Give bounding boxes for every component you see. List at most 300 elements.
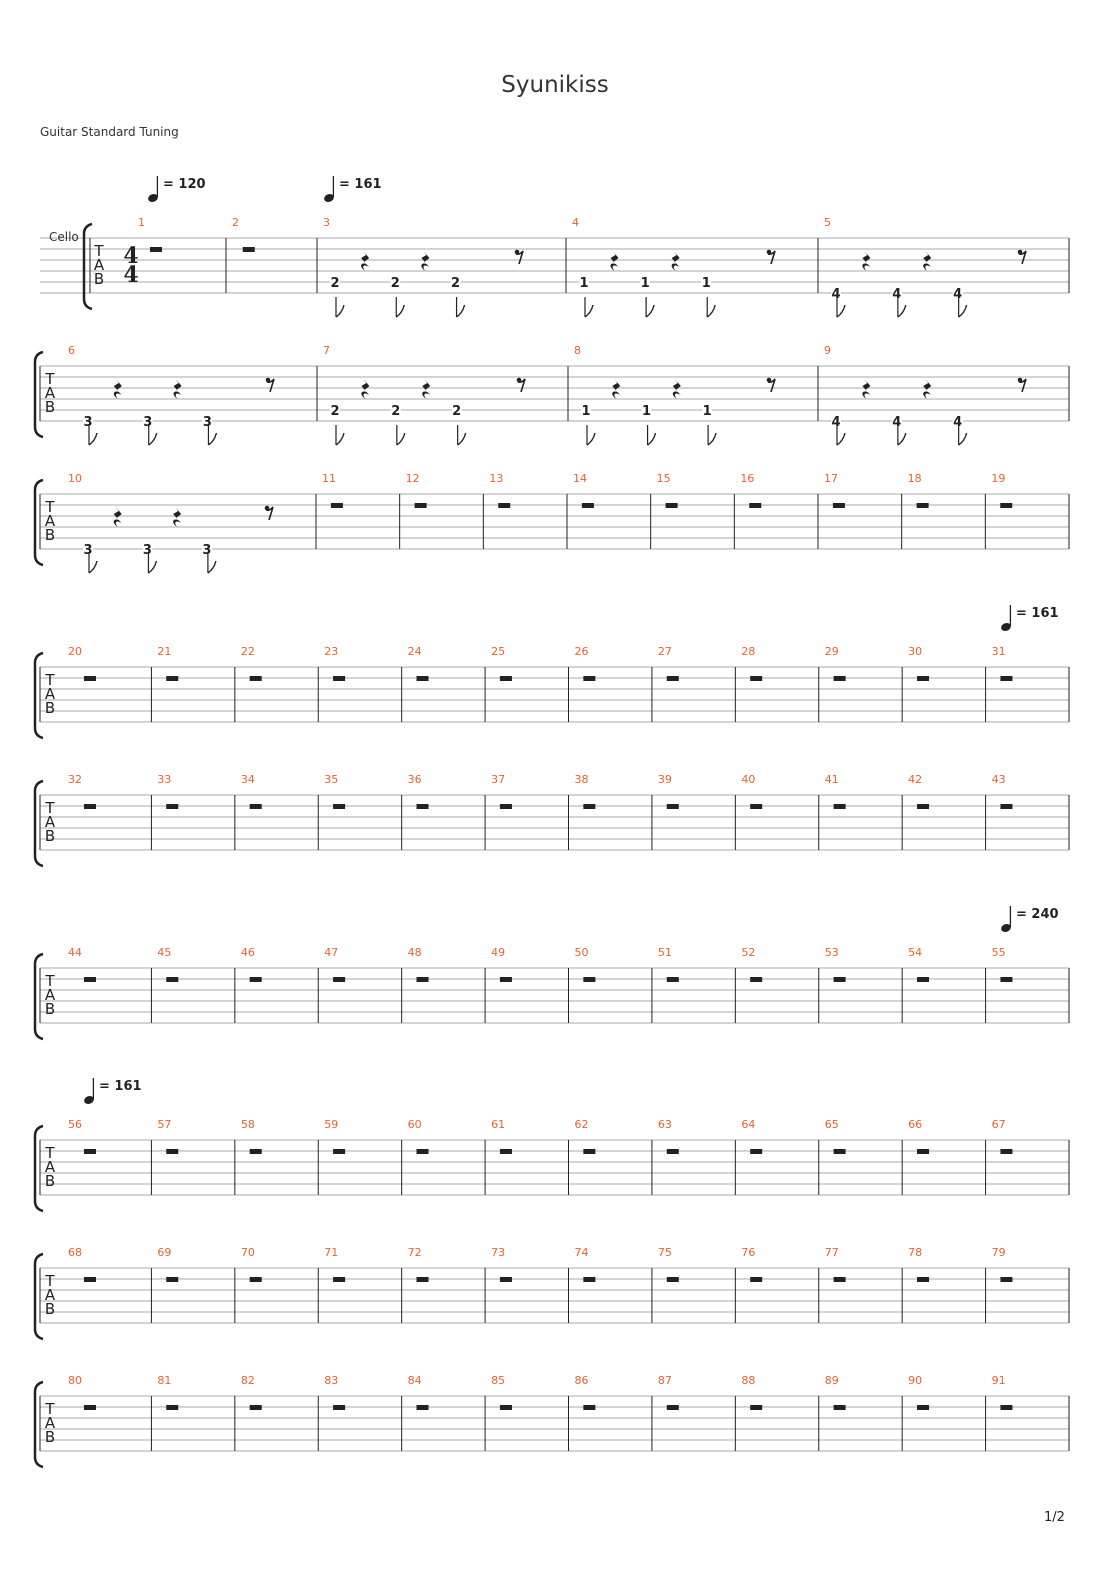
system-bracket bbox=[35, 1126, 43, 1211]
quarter-rest bbox=[673, 379, 681, 399]
half-rest bbox=[834, 676, 846, 681]
bar-number: 14 bbox=[573, 472, 587, 485]
bar-number: 37 bbox=[491, 773, 506, 786]
half-rest bbox=[750, 977, 762, 982]
measure bbox=[825, 645, 902, 722]
tab-clef-letter: T bbox=[45, 671, 55, 689]
tab-clef-letter: T bbox=[45, 1272, 55, 1290]
measure bbox=[323, 344, 568, 445]
measure bbox=[658, 773, 735, 850]
bar-number: 32 bbox=[68, 773, 82, 786]
tab-system bbox=[35, 773, 1069, 866]
bar-number: 16 bbox=[740, 472, 755, 485]
quarter-rest bbox=[672, 251, 680, 271]
measure bbox=[241, 1246, 318, 1323]
time-signature-bottom: 4 bbox=[123, 262, 139, 288]
half-rest bbox=[917, 804, 929, 809]
measure bbox=[908, 1374, 985, 1451]
tab-clef-letter: A bbox=[44, 986, 56, 1004]
note-flag bbox=[708, 433, 716, 445]
bar-number: 73 bbox=[491, 1246, 506, 1259]
note-flag bbox=[149, 433, 157, 445]
measure bbox=[824, 472, 902, 549]
half-rest bbox=[417, 977, 429, 982]
measure bbox=[658, 645, 735, 722]
measure bbox=[575, 1246, 652, 1323]
half-rest bbox=[917, 977, 929, 982]
measure bbox=[575, 1118, 652, 1195]
measure bbox=[992, 946, 1069, 1023]
half-rest bbox=[1000, 676, 1012, 681]
bar-number: 89 bbox=[824, 1374, 839, 1387]
half-rest bbox=[583, 1149, 595, 1154]
bar-number: 34 bbox=[240, 773, 255, 786]
bar-number: 81 bbox=[157, 1374, 172, 1387]
half-rest bbox=[917, 676, 929, 681]
measure bbox=[491, 773, 568, 850]
instrument-name: Cello bbox=[49, 230, 79, 244]
measure bbox=[741, 946, 818, 1023]
half-rest bbox=[583, 977, 595, 982]
bar-number: 51 bbox=[657, 946, 672, 959]
measure bbox=[992, 1374, 1069, 1451]
fret-number: 2 bbox=[390, 276, 400, 291]
system-bracket bbox=[35, 1382, 43, 1467]
half-rest bbox=[834, 977, 846, 982]
fret-number: 4 bbox=[831, 415, 841, 430]
bar-number: 17 bbox=[824, 472, 838, 485]
half-rest bbox=[834, 1405, 846, 1410]
bar-number: 29 bbox=[824, 645, 839, 658]
measure bbox=[68, 472, 316, 573]
fret-number: 4 bbox=[892, 287, 902, 302]
half-rest bbox=[84, 1405, 96, 1410]
tab-clef-letter: B bbox=[44, 699, 56, 717]
half-rest bbox=[166, 676, 178, 681]
bar-number: 60 bbox=[407, 1118, 422, 1131]
fret-number: 3 bbox=[202, 543, 212, 558]
tab-clef-letter: A bbox=[44, 1286, 56, 1304]
tempo-value: = 240 bbox=[1016, 907, 1059, 922]
half-rest bbox=[417, 1149, 429, 1154]
measure bbox=[573, 472, 651, 549]
half-rest bbox=[333, 676, 345, 681]
quarter-rest bbox=[862, 379, 870, 399]
bar-number: 25 bbox=[491, 645, 506, 658]
measure bbox=[825, 773, 902, 850]
half-rest bbox=[333, 1277, 345, 1282]
fret-number: 2 bbox=[452, 404, 462, 419]
note-flag bbox=[837, 305, 845, 317]
measure bbox=[658, 1246, 735, 1323]
measure bbox=[825, 1118, 902, 1195]
bar-number: 79 bbox=[991, 1246, 1006, 1259]
fret-number: 3 bbox=[202, 415, 212, 430]
quarter-rest bbox=[361, 379, 369, 399]
measure bbox=[408, 645, 485, 722]
fret-number: 1 bbox=[701, 276, 711, 291]
bar-number: 23 bbox=[324, 645, 339, 658]
tab-system bbox=[35, 1246, 1069, 1339]
bar-number: 35 bbox=[324, 773, 339, 786]
bar-number: 12 bbox=[405, 472, 420, 485]
measure bbox=[232, 216, 317, 293]
bar-number: 15 bbox=[656, 472, 671, 485]
measure bbox=[138, 216, 226, 293]
tab-clef-letter: A bbox=[44, 813, 56, 831]
measure bbox=[241, 1118, 318, 1195]
fret-number: 3 bbox=[83, 415, 93, 430]
measure bbox=[491, 946, 568, 1023]
bar-number: 90 bbox=[908, 1374, 923, 1387]
bar-number: 20 bbox=[68, 645, 82, 658]
fret-number: 2 bbox=[391, 404, 401, 419]
bar-number: 48 bbox=[407, 946, 422, 959]
half-rest bbox=[583, 1405, 595, 1410]
page-number: 1/2 bbox=[1044, 1510, 1065, 1525]
measure bbox=[68, 1374, 151, 1451]
measure bbox=[825, 1246, 902, 1323]
measure bbox=[157, 1374, 234, 1451]
half-rest bbox=[666, 503, 678, 508]
bar-number: 4 bbox=[572, 216, 579, 229]
fret-number: 4 bbox=[831, 287, 841, 302]
tab-clef-letter: A bbox=[44, 1158, 56, 1176]
measure bbox=[157, 773, 234, 850]
half-rest bbox=[500, 1277, 512, 1282]
system-bracket bbox=[35, 1254, 43, 1339]
measure bbox=[241, 1374, 318, 1451]
bar-number: 64 bbox=[741, 1118, 756, 1131]
bar-number: 68 bbox=[68, 1246, 82, 1259]
half-rest bbox=[500, 1149, 512, 1154]
bar-number: 76 bbox=[741, 1246, 756, 1259]
measure bbox=[992, 645, 1069, 722]
measure bbox=[574, 344, 818, 445]
quarter-rest bbox=[174, 379, 182, 399]
measure bbox=[491, 1118, 568, 1195]
system-bracket bbox=[84, 224, 92, 309]
tab-clef-letter: T bbox=[45, 1400, 55, 1418]
half-rest bbox=[250, 676, 262, 681]
note-flag bbox=[457, 305, 465, 317]
note-flag bbox=[585, 305, 593, 317]
measure bbox=[740, 472, 818, 549]
fret-number: 1 bbox=[579, 276, 589, 291]
half-rest bbox=[250, 804, 262, 809]
half-rest bbox=[582, 503, 594, 508]
bar-number: 75 bbox=[657, 1246, 672, 1259]
note-flag bbox=[148, 561, 156, 573]
half-rest bbox=[1000, 1405, 1012, 1410]
measure bbox=[825, 1374, 902, 1451]
tab-system bbox=[40, 216, 1069, 317]
measure bbox=[741, 773, 818, 850]
half-rest bbox=[250, 1149, 262, 1154]
measure bbox=[658, 946, 735, 1023]
fret-number: 1 bbox=[642, 404, 652, 419]
fret-number: 4 bbox=[953, 415, 963, 430]
measure bbox=[408, 1374, 485, 1451]
half-rest bbox=[750, 1149, 762, 1154]
half-rest bbox=[417, 676, 429, 681]
bar-number: 63 bbox=[657, 1118, 672, 1131]
bar-number: 19 bbox=[991, 472, 1006, 485]
half-rest bbox=[917, 503, 929, 508]
measure bbox=[323, 216, 566, 317]
measure bbox=[157, 1118, 234, 1195]
half-rest bbox=[166, 1149, 178, 1154]
half-rest bbox=[415, 503, 427, 508]
fret-number: 4 bbox=[953, 287, 963, 302]
bar-number: 56 bbox=[68, 1118, 82, 1131]
note-flag bbox=[959, 433, 967, 445]
half-rest bbox=[84, 1149, 96, 1154]
measure bbox=[658, 1118, 735, 1195]
bar-number: 84 bbox=[407, 1374, 422, 1387]
measure bbox=[575, 645, 652, 722]
half-rest bbox=[166, 1277, 178, 1282]
measure bbox=[322, 472, 400, 549]
measure bbox=[741, 645, 818, 722]
measure bbox=[825, 946, 902, 1023]
bar-number: 38 bbox=[574, 773, 589, 786]
half-rest bbox=[417, 1405, 429, 1410]
bar-number: 1 bbox=[138, 216, 145, 229]
bar-number: 57 bbox=[157, 1118, 172, 1131]
tempo-marking bbox=[147, 176, 206, 203]
quarter-rest bbox=[422, 379, 430, 399]
system-bracket bbox=[35, 480, 43, 565]
bar-number: 8 bbox=[574, 344, 581, 357]
bar-number: 65 bbox=[824, 1118, 839, 1131]
tab-clef-letter: B bbox=[44, 398, 56, 416]
note-flag bbox=[397, 433, 405, 445]
tab-clef-letter: T bbox=[45, 972, 55, 990]
tab-clef-letter: A bbox=[44, 685, 56, 703]
fret-number: 2 bbox=[451, 276, 461, 291]
bar-number: 47 bbox=[324, 946, 339, 959]
bar-number: 74 bbox=[574, 1246, 589, 1259]
note-flag bbox=[208, 561, 216, 573]
bar-number: 42 bbox=[908, 773, 923, 786]
bar-number: 10 bbox=[68, 472, 82, 485]
half-rest bbox=[917, 1405, 929, 1410]
measure bbox=[741, 1118, 818, 1195]
measure bbox=[741, 1374, 818, 1451]
bar-number: 77 bbox=[824, 1246, 839, 1259]
measure bbox=[991, 472, 1069, 549]
bar-number: 86 bbox=[574, 1374, 589, 1387]
tuning-label: Guitar Standard Tuning bbox=[40, 125, 179, 139]
measure bbox=[908, 1246, 985, 1323]
half-rest bbox=[166, 804, 178, 809]
measure bbox=[824, 216, 1069, 317]
bar-number: 71 bbox=[324, 1246, 339, 1259]
half-rest bbox=[1000, 503, 1012, 508]
half-rest bbox=[333, 977, 345, 982]
tab-clef-letter: B bbox=[44, 1172, 56, 1190]
note-flag bbox=[336, 433, 344, 445]
tempo-marking bbox=[1000, 906, 1059, 933]
measure bbox=[908, 472, 986, 549]
half-rest bbox=[833, 503, 845, 508]
bar-number: 82 bbox=[240, 1374, 255, 1387]
bar-number: 59 bbox=[324, 1118, 339, 1131]
half-rest bbox=[583, 676, 595, 681]
measure bbox=[68, 645, 151, 722]
bar-number: 21 bbox=[157, 645, 172, 658]
note-flag bbox=[959, 305, 967, 317]
measure bbox=[992, 1118, 1069, 1195]
half-rest bbox=[250, 1277, 262, 1282]
measure bbox=[68, 1118, 151, 1195]
measure bbox=[908, 645, 985, 722]
bar-number: 30 bbox=[908, 645, 923, 658]
note-flag bbox=[898, 433, 906, 445]
tempo-value: = 161 bbox=[339, 177, 382, 192]
measure bbox=[68, 1246, 151, 1323]
fret-number: 1 bbox=[581, 404, 591, 419]
half-rest bbox=[333, 1149, 345, 1154]
half-rest bbox=[500, 977, 512, 982]
half-rest bbox=[750, 804, 762, 809]
half-rest bbox=[498, 503, 510, 508]
system-bracket bbox=[35, 781, 43, 866]
quarter-rest bbox=[114, 507, 122, 527]
measure bbox=[324, 645, 401, 722]
half-rest bbox=[84, 977, 96, 982]
tab-clef-letter: T bbox=[94, 242, 104, 260]
tab-clef-letter: A bbox=[44, 384, 56, 402]
half-rest bbox=[331, 503, 343, 508]
half-rest bbox=[583, 804, 595, 809]
measure bbox=[575, 1374, 652, 1451]
half-rest bbox=[1000, 804, 1012, 809]
note-flag bbox=[396, 305, 404, 317]
half-rest bbox=[667, 676, 679, 681]
bar-number: 49 bbox=[491, 946, 506, 959]
measure bbox=[324, 1118, 401, 1195]
half-rest bbox=[166, 1405, 178, 1410]
half-rest bbox=[150, 247, 162, 252]
quarter-rest bbox=[421, 251, 429, 271]
tab-clef-letter: B bbox=[44, 1300, 56, 1318]
bar-number: 50 bbox=[574, 946, 589, 959]
bar-number: 67 bbox=[991, 1118, 1006, 1131]
note-flag bbox=[458, 433, 466, 445]
measure bbox=[491, 645, 568, 722]
bar-number: 46 bbox=[240, 946, 255, 959]
tab-clef-letter: B bbox=[44, 827, 56, 845]
bar-number: 80 bbox=[68, 1374, 82, 1387]
fret-number: 3 bbox=[142, 543, 152, 558]
half-rest bbox=[750, 1277, 762, 1282]
half-rest bbox=[1000, 977, 1012, 982]
measure bbox=[908, 1118, 985, 1195]
measure bbox=[575, 773, 652, 850]
measure bbox=[824, 344, 1069, 445]
song-title: Syunikiss bbox=[501, 72, 609, 98]
note-flag bbox=[208, 433, 216, 445]
measure bbox=[575, 946, 652, 1023]
measure bbox=[658, 1374, 735, 1451]
half-rest bbox=[834, 1277, 846, 1282]
half-rest bbox=[750, 1405, 762, 1410]
measure bbox=[408, 773, 485, 850]
measure bbox=[324, 1246, 401, 1323]
measure bbox=[324, 773, 401, 850]
bar-number: 53 bbox=[824, 946, 839, 959]
bar-number: 69 bbox=[157, 1246, 172, 1259]
quarter-rest bbox=[612, 379, 620, 399]
tempo-value: = 161 bbox=[1016, 606, 1059, 621]
fret-number: 2 bbox=[330, 404, 340, 419]
tab-clef-letter: B bbox=[44, 1428, 56, 1446]
bar-number: 44 bbox=[68, 946, 82, 959]
bar-number: 85 bbox=[491, 1374, 506, 1387]
tempo-marking bbox=[1000, 605, 1059, 632]
bar-number: 3 bbox=[323, 216, 330, 229]
time-signature-top: 4 bbox=[123, 243, 139, 269]
system-bracket bbox=[35, 352, 43, 437]
bar-number: 31 bbox=[991, 645, 1006, 658]
quarter-rest bbox=[923, 251, 931, 271]
bar-number: 7 bbox=[323, 344, 330, 357]
tab-clef-letter: B bbox=[44, 526, 56, 544]
tab-clef-letter: A bbox=[93, 256, 105, 274]
bar-number: 9 bbox=[824, 344, 831, 357]
bar-number: 18 bbox=[907, 472, 922, 485]
bar-number: 43 bbox=[991, 773, 1006, 786]
system-bracket bbox=[35, 653, 43, 738]
fret-number: 2 bbox=[330, 276, 340, 291]
bar-number: 40 bbox=[741, 773, 756, 786]
half-rest bbox=[500, 1405, 512, 1410]
measure bbox=[157, 1246, 234, 1323]
bar-number: 58 bbox=[240, 1118, 255, 1131]
tab-system bbox=[35, 645, 1069, 738]
half-rest bbox=[667, 977, 679, 982]
tempo-value: = 120 bbox=[163, 177, 206, 192]
half-rest bbox=[84, 804, 96, 809]
bar-number: 45 bbox=[157, 946, 172, 959]
system-bracket bbox=[35, 954, 43, 1039]
tab-clef-letter: T bbox=[45, 498, 55, 516]
half-rest bbox=[834, 1149, 846, 1154]
bar-number: 54 bbox=[908, 946, 923, 959]
bar-number: 11 bbox=[322, 472, 336, 485]
measure bbox=[324, 946, 401, 1023]
tab-clef-letter: T bbox=[45, 1144, 55, 1162]
fret-number: 1 bbox=[702, 404, 712, 419]
quarter-rest bbox=[361, 251, 369, 271]
measure bbox=[241, 773, 318, 850]
measure bbox=[241, 645, 318, 722]
half-rest bbox=[333, 1405, 345, 1410]
bar-number: 72 bbox=[407, 1246, 422, 1259]
quarter-rest bbox=[923, 379, 931, 399]
note-flag bbox=[707, 305, 715, 317]
bar-number: 88 bbox=[741, 1374, 756, 1387]
measure bbox=[408, 1246, 485, 1323]
bar-number: 24 bbox=[407, 645, 422, 658]
half-rest bbox=[834, 804, 846, 809]
half-rest bbox=[417, 1277, 429, 1282]
measure bbox=[491, 1246, 568, 1323]
note-flag bbox=[898, 305, 906, 317]
measure bbox=[408, 1118, 485, 1195]
